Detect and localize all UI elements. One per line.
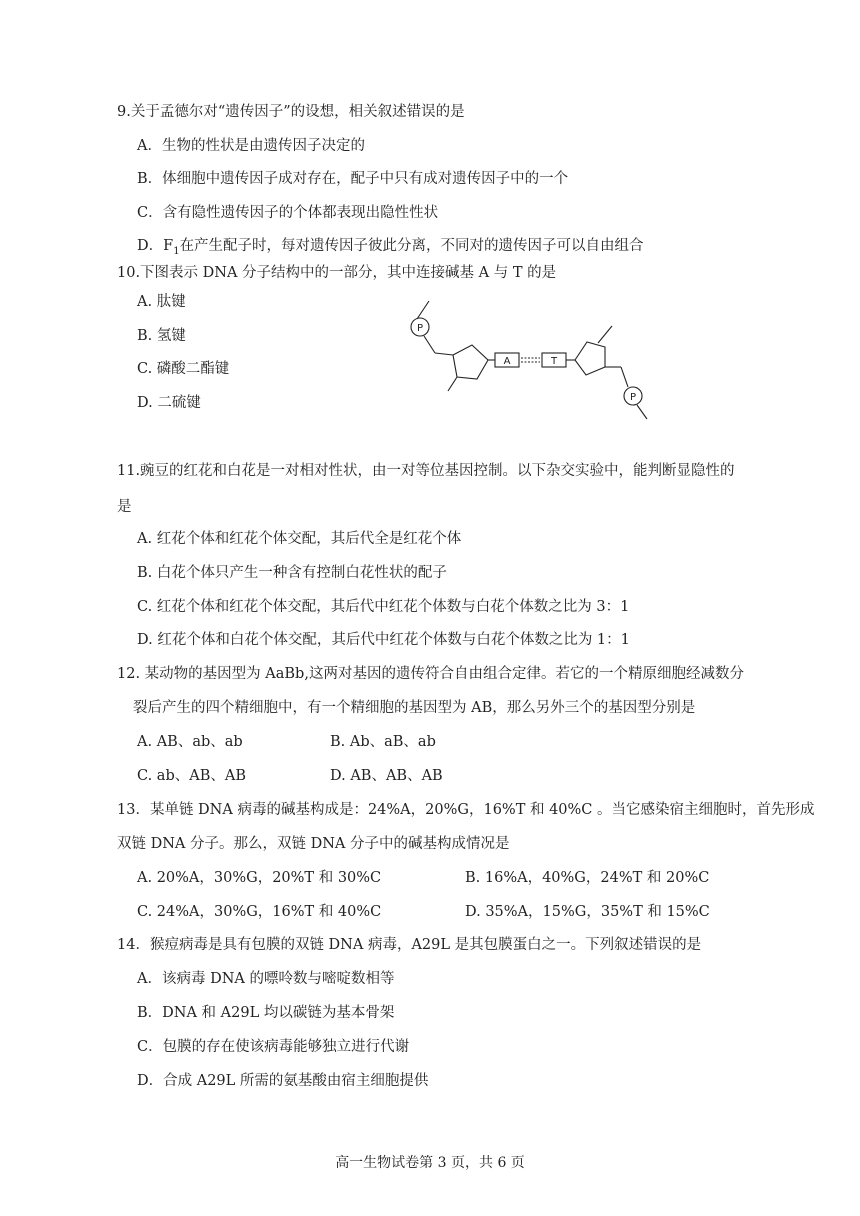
right-phosphate-bond <box>621 367 628 387</box>
right-phosphate-label: P <box>629 392 637 403</box>
q11-option-a: A. 红花个体和红花个体交配，其后代全是红花个体 <box>137 531 462 547</box>
q11-stem: 11.豌豆的红花和白花是一对相对性状，由一对等位基因控制。以下杂交实验中，能判断显隐性的 <box>117 463 735 479</box>
q9-option-d-prefix: D．F <box>137 238 174 254</box>
q14-option-d: D．合成 A29L 所需的氨基酸由宿主细胞提供 <box>137 1073 429 1089</box>
q14-option-b: B．DNA 和 A29L 均以碳链为基本骨架 <box>137 1005 395 1021</box>
right-sugar-pentagon <box>575 342 605 375</box>
left-sugar-stub <box>448 377 457 391</box>
q9-option-d-rest: 在产生配子时，每对遗传因子彼此分离，不同对的遗传因子可以自由组合 <box>179 238 644 254</box>
q13-option-a: A. 20%A，30%G，20%T 和 30%C <box>137 870 382 886</box>
base-t-label: T <box>550 356 558 367</box>
q13-option-b: B. 16%A，40%G，24%T 和 20%C <box>465 870 710 886</box>
q13-stem-continued: 双链 DNA 分子。那么，双链 DNA 分子中的碱基构成情况是 <box>117 836 510 852</box>
left-phosphate-bond <box>424 336 435 353</box>
q9-stem: 9.关于孟德尔对“遗传因子”的设想，相关叙述错误的是 <box>117 104 465 120</box>
q12-option-a: A. AB、ab、ab <box>137 734 243 750</box>
q10-stem: 10.下图表示 DNA 分子结构中的一部分，其中连接碱基 A 与 T 的是 <box>117 265 557 281</box>
q9-option-c: C．含有隐性遗传因子的个体都表现出隐性性状 <box>137 205 439 221</box>
q14-option-a: A．该病毒 DNA 的嘌呤数与嘧啶数相等 <box>137 971 395 987</box>
dna-structure-figure <box>405 295 655 425</box>
left-sugar-pentagon <box>453 345 488 379</box>
right-phosphate-stub <box>637 405 647 419</box>
q11-option-b: B. 白花个体只产生一种含有控制白花性状的配子 <box>137 565 447 581</box>
q10-option-a: A. 肽键 <box>137 294 186 310</box>
right-sugar-stub <box>598 326 612 343</box>
q13-option-c: C. 24%A，30%G，16%T 和 40%C <box>137 904 382 920</box>
q11-option-c: C. 红花个体和红花个体交配，其后代中红花个体数与白花个体数之比为 3：1 <box>137 599 630 615</box>
q10-option-b: B. 氢键 <box>137 328 186 344</box>
q9-option-d <box>137 234 644 257</box>
q9-option-a: A．生物的性状是由遗传因子决定的 <box>137 138 365 154</box>
q13-stem: 13．某单链 DNA 病毒的碱基构成是：24%A，20%G，16%T 和 40%C 。当它感染宿主细胞时，首先形成 <box>117 802 815 818</box>
q13-option-d: D. 35%A，15%G，35%T 和 15%C <box>465 904 710 920</box>
q12-stem-continued: 裂后产生的四个精细胞中，有一个精细胞的基因型为 AB，那么另外三个的基因型分别是 <box>133 700 696 716</box>
q10-option-d: D. 二硫键 <box>137 395 201 411</box>
left-phosphate-label: P <box>416 323 424 334</box>
q11-stem-continued: 是 <box>117 499 132 515</box>
q12-option-c: C. ab、AB、AB <box>137 768 246 784</box>
q12-option-d: D. AB、AB、AB <box>330 768 443 784</box>
q12-stem: 12. 某动物的基因型为 AaBb,这两对基因的遗传符合自由组合定律。若它的一个精原细胞经减数分 <box>117 666 744 682</box>
left-phosphate-stub <box>417 301 429 319</box>
q10-option-c: C. 磷酸二酯键 <box>137 361 230 377</box>
page-footer: 高一生物试卷第 3 页，共 6 页 <box>335 1155 525 1171</box>
q9-option-d-subscript: 1 <box>173 245 180 257</box>
q12-option-b: B. Ab、aB、ab <box>330 734 436 750</box>
q14-stem: 14．猴痘病毒是具有包膜的双链 DNA 病毒，A29L 是其包膜蛋白之一。下列叙述错误的是 <box>117 937 702 953</box>
q11-option-d: D. 红花个体和白花个体交配，其后代中红花个体数与白花个体数之比为 1：1 <box>137 632 630 648</box>
base-a-label: A <box>503 356 511 367</box>
q14-option-c: C．包膜的存在使该病毒能够独立进行代谢 <box>137 1039 410 1055</box>
q9-option-b: B．体细胞中遗传因子成对存在，配子中只有成对遗传因子中的一个 <box>137 171 569 187</box>
